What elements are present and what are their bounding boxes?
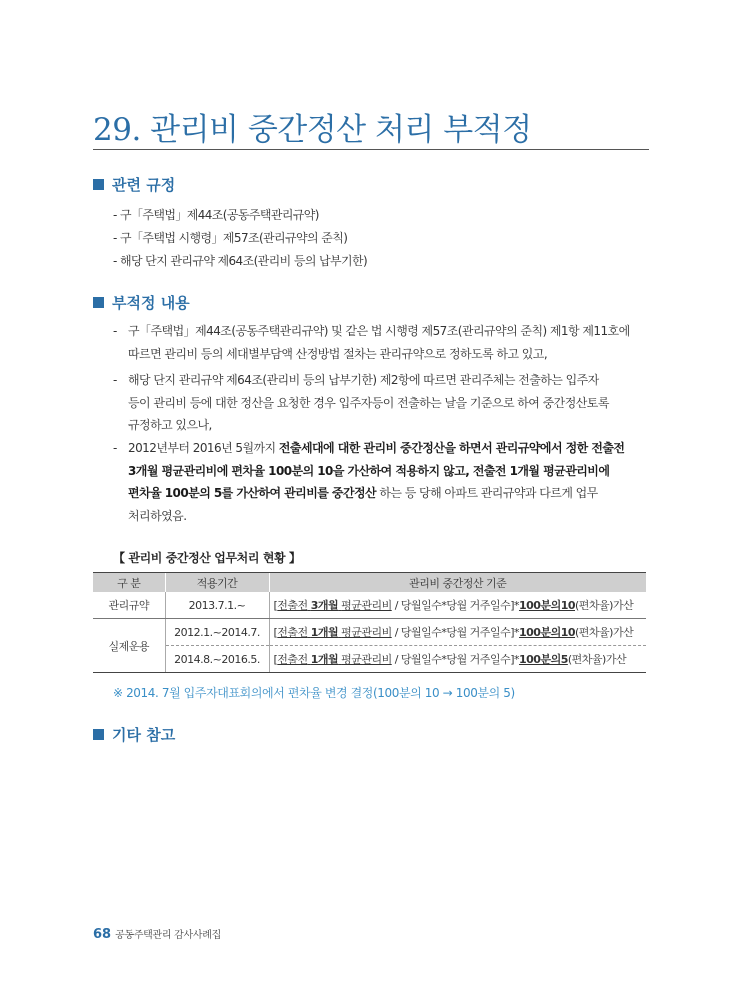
page-footer	[93, 923, 221, 942]
bracket-text: [	[273, 653, 278, 666]
text-run: 평균관리비	[341, 626, 392, 639]
list-item: - 해당 단지 관리규약 제64조(관리비 등의 납부기한)	[113, 254, 368, 268]
table-note: ※ 2014. 7월 입주자대표회의에서 편차율 변경 결정(100분의 10 → 100분의 5)	[113, 686, 515, 700]
section-heading-improper-content	[93, 292, 190, 313]
text-run: / 당월일수*당월 거주일수]*	[391, 599, 519, 612]
settlement-status-table	[93, 572, 646, 673]
text-run: (편차율)가산	[567, 653, 627, 666]
table-header-row	[93, 573, 646, 593]
section-heading-text: 기타 참고	[112, 726, 176, 744]
paragraph-line: 등이 관리비 등에 대한 정산을 요청한 경우 입주자등이 전출하는 날을 기준으로 하여 중간정산토록	[128, 395, 609, 410]
months-value: 1개월	[310, 653, 339, 666]
text-run: 전출전	[277, 599, 308, 612]
ratio-value: 100분의10	[518, 626, 576, 639]
paragraph-line	[128, 482, 651, 505]
formula-cell	[269, 592, 646, 619]
table-row	[93, 646, 646, 673]
column-header: 관리비 중간정산 기준	[269, 573, 646, 593]
paragraph-line: 처리하였음.	[128, 508, 187, 523]
paragraph-line: 구「주택법」제44조(공동주택관리규약) 및 같은 법 시행령 제57조(관리규약의 준칙) 제1항 제11호에	[128, 324, 630, 338]
square-bullet-icon	[93, 297, 104, 308]
square-bullet-icon	[93, 729, 104, 740]
title-divider	[93, 149, 649, 150]
ratio-value: 100분의10	[518, 599, 576, 612]
paragraph-line	[128, 460, 651, 483]
paragraph-line: 해당 단지 관리규약 제64조(관리비 등의 납부기한) 제2항에 따르면 관리주체는 전출하는 입주자	[128, 373, 599, 387]
formula-underlined	[277, 599, 391, 612]
paragraph-line	[128, 437, 651, 460]
text-run: 평균관리비	[341, 653, 392, 666]
table-row	[93, 619, 646, 646]
category-cell: 관리규약	[93, 592, 165, 619]
text-run: (편차율)가산	[575, 626, 634, 639]
period-cell: 2013.7.1.~	[165, 592, 269, 619]
months-value: 3개월	[310, 599, 339, 612]
ratio-value: 100분의5	[518, 653, 568, 666]
formula-underlined	[277, 626, 391, 639]
text-run: / 당월일수*당월 거주일수]*	[391, 653, 519, 666]
paragraph-2: - 해당 단지 관리규약 제64조(관리비 등의 납부기한) 제2항에 따르면 관리주체는 전출하는 입주자 등이 관리비 등에 대한 정산을 요청한 경우 입주자등이 전출하는 날을 기준으로 하여 중간정산토록 규정하고 있으나,	[113, 369, 651, 437]
page-number: 68	[93, 927, 112, 942]
text-run: 하는 등 당해 아파트 관리규약과 다르게 업무	[376, 486, 598, 501]
column-header: 적용기간	[165, 573, 269, 593]
bold-text-run: 편차율 100분의 5를 가산하여 관리비를 중간정산	[128, 486, 377, 501]
paragraph-1: - 구「주택법」제44조(공동주택관리규약) 및 같은 법 시행령 제57조(관리규약의 준칙) 제1항 제11호에 따르면 관리비 등의 세대별부담액 산정방법 절차는 관리규약으로 정하도록 하고 있고,	[113, 320, 651, 365]
list-item: - 구「주택법」제44조(공동주택관리규약)	[113, 208, 319, 222]
formula-cell	[269, 619, 646, 646]
list-item-text: 구「주택법 시행령」제57조(관리규약의 준칙)	[119, 231, 348, 245]
text-run: (편차율)가산	[575, 599, 634, 612]
text-run: 2012년부터 2016년 5월까지	[128, 441, 279, 455]
table-row	[93, 592, 646, 619]
months-value: 1개월	[310, 626, 339, 639]
paragraph-3: - 2012년부터 2016년 5월까지 전출세대에 대한 관리비 중간정산을 하면서 관리규약에서 정한 전출전 3개월 평균관리비에 편차율 100분의 10을 가산하여 적용하지 않고, 전출전 1개월 평균관리비에 편차율 100분의 5를 가산하여 관리비를 중간정산 하는 등 당해 아파트 관리규약과 다르게 업무 처리하였음.	[113, 437, 651, 527]
section-heading-related-rules	[93, 174, 175, 195]
page-title: 29. 관리비 중간정산 처리 부적정	[93, 112, 532, 148]
category-cell: 실제운용	[93, 619, 165, 673]
paragraph-line: 규정하고 있으나,	[128, 418, 212, 433]
text-run: 평균관리비	[341, 599, 392, 612]
text-run: / 당월일수*당월 거주일수]*	[391, 626, 519, 639]
bracket-text: [	[273, 626, 278, 639]
text-run: 전출전	[277, 626, 308, 639]
bracket-text: [	[273, 599, 278, 612]
section-heading-other-reference	[93, 724, 175, 745]
period-cell: 2014.8.~2016.5.	[165, 646, 269, 673]
section-heading-text: 관련 규정	[112, 176, 176, 194]
table-title: 【 관리비 중간정산 업무처리 현황 】	[113, 551, 301, 565]
column-header: 구 분	[93, 573, 165, 593]
section-heading-text: 부적정 내용	[112, 294, 190, 312]
list-item-text: 구「주택법」제44조(공동주택관리규약)	[119, 208, 319, 222]
bold-text-run: 전출세대에 대한 관리비 중간정산을 하면서 관리규약에서 정한 전출전	[278, 441, 625, 455]
period-cell: 2012.1.~2014.7.	[165, 619, 269, 646]
bold-text-run: 3개월 평균관리비에 편차율 100분의 10을 가산하여 적용하지 않고, 전출전 1개월 평균관리비에	[128, 463, 610, 478]
list-item-text: 해당 단지 관리규약 제64조(관리비 등의 납부기한)	[119, 254, 368, 268]
paragraph-line: 따르면 관리비 등의 세대별부담액 산정방법 절차는 관리규약으로 정하도록 하고 있고,	[128, 346, 548, 361]
square-bullet-icon	[93, 179, 104, 190]
text-run: 전출전	[277, 653, 308, 666]
formula-underlined	[277, 653, 391, 666]
formula-cell	[269, 646, 646, 673]
book-title: 공동주택관리 감사사례집	[115, 930, 221, 941]
list-item: - 구「주택법 시행령」제57조(관리규약의 준칙)	[113, 231, 348, 245]
